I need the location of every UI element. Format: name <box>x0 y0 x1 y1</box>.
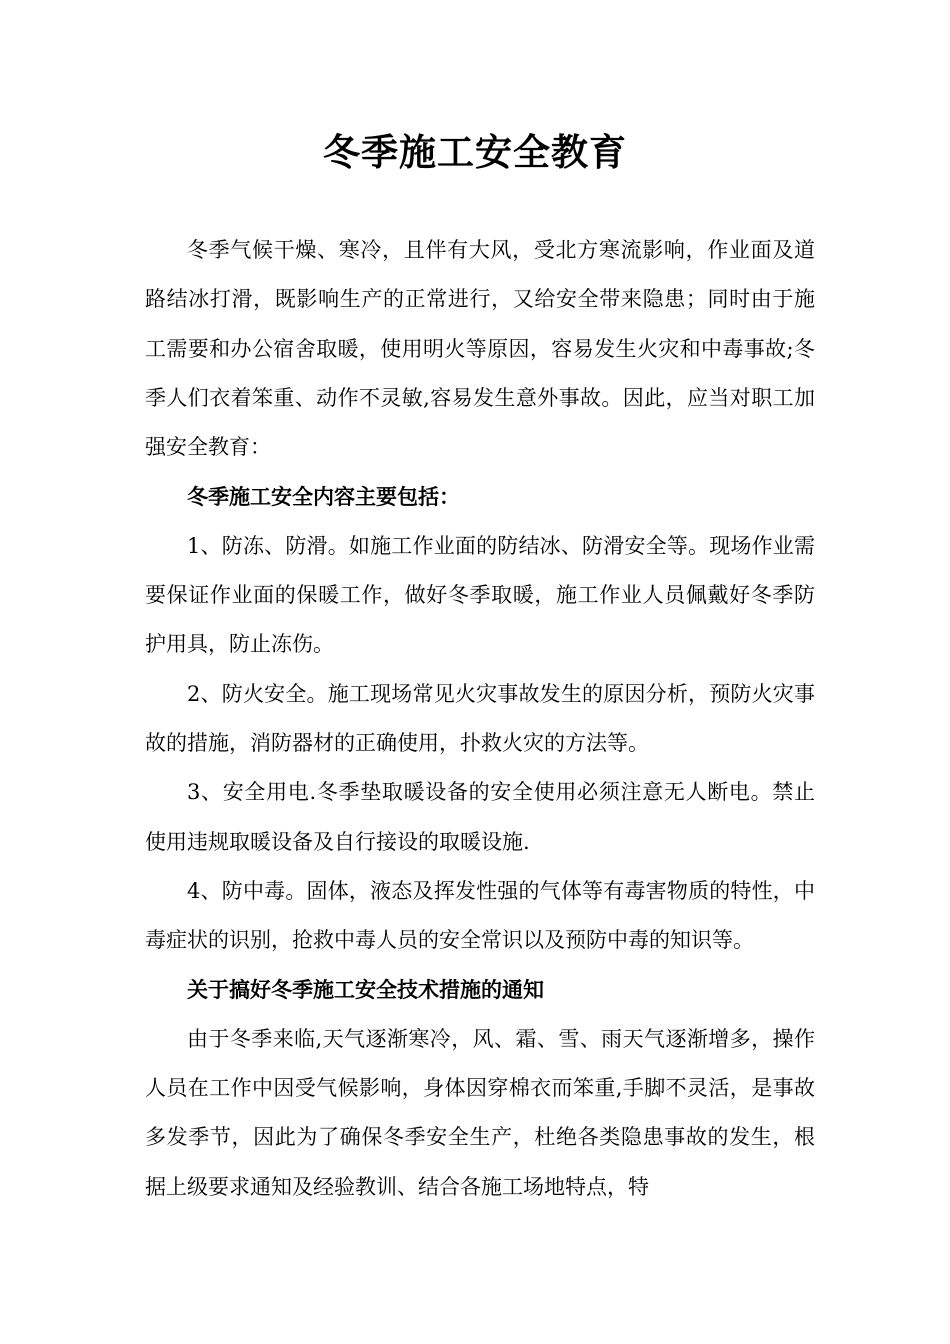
document-title: 冬季施工安全教育 <box>323 130 627 174</box>
list-item: 1、防冻、防滑。如施工作业面的防结冰、防滑安全等。现场作业需要保证作业面的保暖工作，做好冬季取暖，施工作业人员佩戴好冬季防护用具，防止冻伤。 <box>145 533 815 657</box>
intro-paragraph: 冬季气候干燥、寒冷，且伴有大风，受北方寒流影响，作业面及道路结冰打滑，既影响生产的正常进行，又给安全带来隐患；同时由于施工需要和办公宿舍取暖，使用明火等原因，容易发生火灾和中毒事故;冬季人们衣着笨重、动作不灵敏,容易发生意外事故。因此，应当对职工加强安全教育： <box>145 238 815 460</box>
notice-paragraph: 由于冬季来临,天气逐渐寒冷，风、霜、雪、雨天气逐渐增多，操作人员在工作中因受气候影响，身体因穿棉衣而笨重,手脚不灵活，是事故多发季节，因此为了确保冬季安全生产，杜绝各类隐患事故的发生，根据上级要求通知及经验教训、结合各施工场地特点，特 <box>145 1026 815 1199</box>
list-item: 4、防中毒。固体，液态及挥发性强的气体等有毒害物质的特性，中毒症状的识别，抢救中毒人员的安全常识以及预防中毒的知识等。 <box>145 878 815 953</box>
section-heading-contents: 冬季施工安全内容主要包括： <box>187 484 460 510</box>
list-item: 2、防火安全。施工现场常见火灾事故发生的原因分析，预防火灾事故的措施，消防器材的正确使用，扑救火灾的方法等。 <box>145 681 815 755</box>
list-item: 3、安全用电.冬季垫取暖设备的安全使用必须注意无人断电。禁止使用违规取暖设备及自行接设的取暖设施. <box>145 780 815 854</box>
section-heading-notice: 关于搞好冬季施工安全技术措施的通知 <box>187 977 544 1003</box>
document-body <box>145 226 815 1212</box>
